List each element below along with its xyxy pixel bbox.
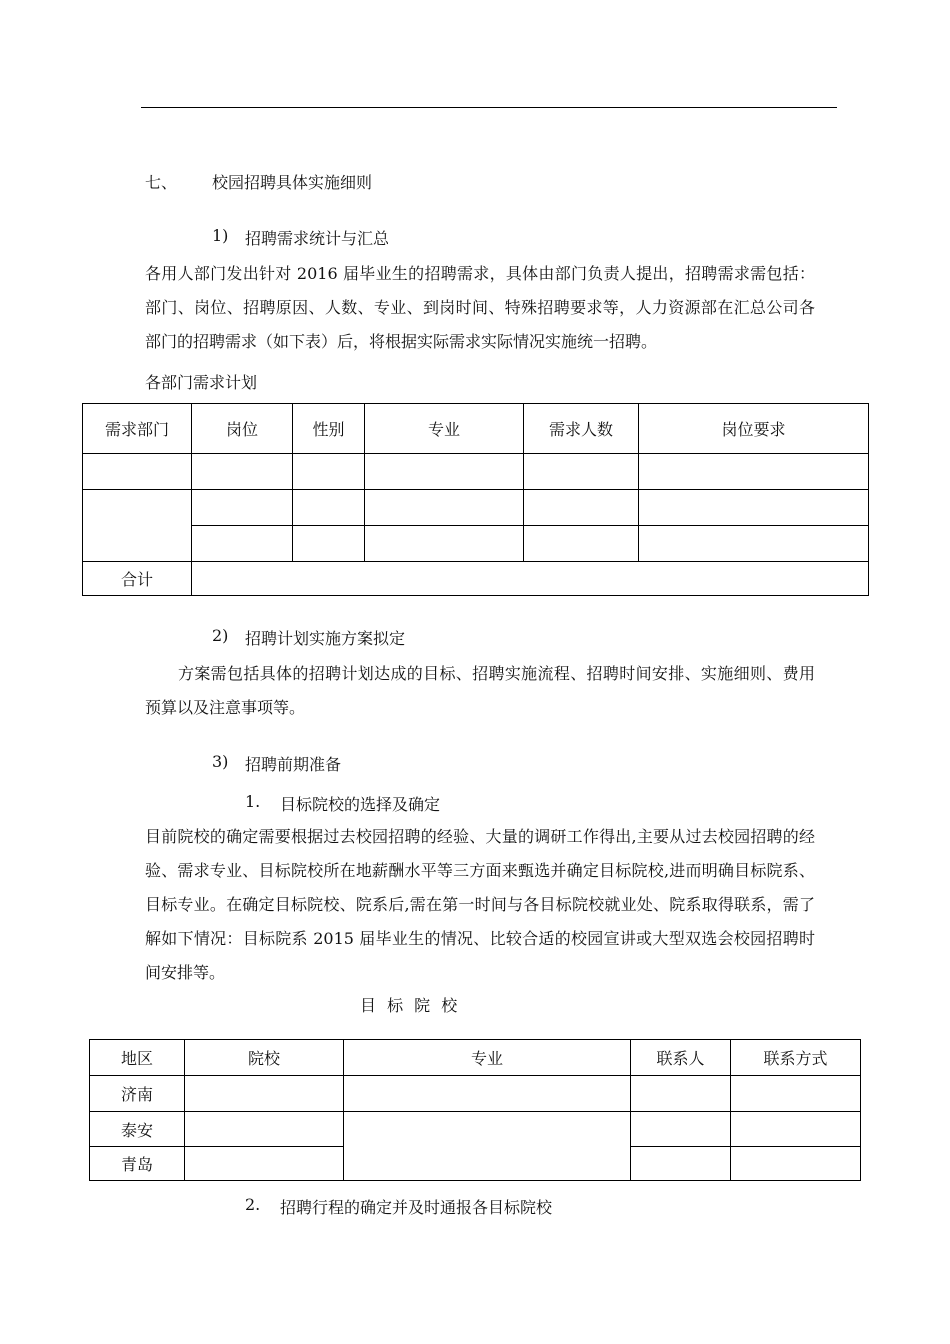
table1-header-cell: 性别 bbox=[293, 404, 365, 454]
table1-cell bbox=[192, 526, 293, 562]
item1-paragraph: 各用人部门发出针对 2016 届毕业生的招聘需求，具体由部门负责人提出，招聘需求需包括：部门、岗位、招聘原因、人数、专业、到岗时间、特殊招聘要求等，人力资源部在汇总公司各部门的招聘需求（如下表）后，将根据实际需求实际情况实施统一招聘。 bbox=[145, 264, 815, 351]
table1-cell bbox=[524, 490, 639, 526]
table2-cell bbox=[731, 1147, 861, 1181]
sub1-title: 目标院校的选择及确定 bbox=[280, 795, 441, 814]
table2-cell bbox=[344, 1076, 631, 1112]
table1-cell bbox=[639, 454, 869, 490]
sub1-label: 1. bbox=[245, 792, 261, 811]
section-number: 七、 bbox=[145, 173, 178, 192]
table1-total-label: 合计 bbox=[83, 562, 192, 596]
table1-header-cell: 专业 bbox=[365, 404, 524, 454]
item2-paragraph: 方案需包括具体的招聘计划达成的目标、招聘实施流程、招聘时间安排、实施细则、费用预算以及注意事项等。 bbox=[145, 664, 815, 717]
item3-label: 3) bbox=[212, 752, 229, 771]
item3-title: 招聘前期准备 bbox=[245, 755, 342, 774]
table2-cell bbox=[344, 1112, 631, 1181]
table1-cell bbox=[524, 526, 639, 562]
table1-cell bbox=[293, 526, 365, 562]
table2-region-cell: 青岛 bbox=[90, 1147, 185, 1181]
table2-cell bbox=[631, 1076, 731, 1112]
table2-region-cell: 济南 bbox=[90, 1076, 185, 1112]
section-title: 校园招聘具体实施细则 bbox=[212, 173, 373, 192]
table2-header-cell: 专业 bbox=[344, 1040, 631, 1076]
table2-caption: 目 标 院 校 bbox=[360, 996, 461, 1015]
table1-cell bbox=[639, 490, 869, 526]
table1-header-cell: 需求人数 bbox=[524, 404, 639, 454]
target-schools-table bbox=[89, 1039, 861, 1181]
table2-header-cell: 联系方式 bbox=[731, 1040, 861, 1076]
table1-cell bbox=[365, 526, 524, 562]
header-rule bbox=[141, 107, 837, 108]
sub2-title: 招聘行程的确定并及时通报各目标院校 bbox=[280, 1198, 553, 1217]
table1-cell bbox=[365, 454, 524, 490]
table1-cell bbox=[639, 526, 869, 562]
table2-cell bbox=[731, 1076, 861, 1112]
table1-header-cell: 岗位要求 bbox=[639, 404, 869, 454]
sub2-label: 2. bbox=[245, 1195, 261, 1214]
item1-title: 招聘需求统计与汇总 bbox=[245, 229, 390, 248]
item1-label: 1) bbox=[212, 226, 229, 245]
table2-cell bbox=[185, 1112, 344, 1147]
table1-header-cell: 岗位 bbox=[192, 404, 293, 454]
table1-cell bbox=[192, 454, 293, 490]
department-demand-table bbox=[82, 403, 869, 596]
table1-cell bbox=[293, 490, 365, 526]
table1-caption: 各部门需求计划 bbox=[145, 373, 258, 392]
table1-total-cell bbox=[192, 562, 869, 596]
table1-cell bbox=[524, 454, 639, 490]
table1-cell bbox=[192, 490, 293, 526]
table1-cell bbox=[83, 454, 192, 490]
table2-cell bbox=[631, 1112, 731, 1147]
item2-title: 招聘计划实施方案拟定 bbox=[245, 629, 406, 648]
table2-cell bbox=[631, 1147, 731, 1181]
table2-cell bbox=[731, 1112, 861, 1147]
table2-cell bbox=[185, 1076, 344, 1112]
table2-header-cell: 地区 bbox=[90, 1040, 185, 1076]
item2-label: 2) bbox=[212, 626, 229, 645]
table2-header-cell: 院校 bbox=[185, 1040, 344, 1076]
sub1-paragraph: 目前院校的确定需要根据过去校园招聘的经验、大量的调研工作得出,主要从过去校园招聘的经验、需求专业、目标院校所在地薪酬水平等三方面来甄选并确定目标院校,进而明确目标院系、目标专业。在确定目标院校、院系后,需在第一时间与各目标院校就业处、院系取得联系，需了解如下情况：目标院系 2015 届毕业生的情况、比较合适的校园宣讲或大型双选会校园招聘时间安排等。 bbox=[145, 827, 815, 982]
table1-header-cell: 需求部门 bbox=[83, 404, 192, 454]
table2-header-cell: 联系人 bbox=[631, 1040, 731, 1076]
table1-cell bbox=[365, 490, 524, 526]
table2-region-cell: 泰安 bbox=[90, 1112, 185, 1147]
table1-cell bbox=[293, 454, 365, 490]
table2-cell bbox=[185, 1147, 344, 1181]
table1-cell bbox=[83, 490, 192, 562]
